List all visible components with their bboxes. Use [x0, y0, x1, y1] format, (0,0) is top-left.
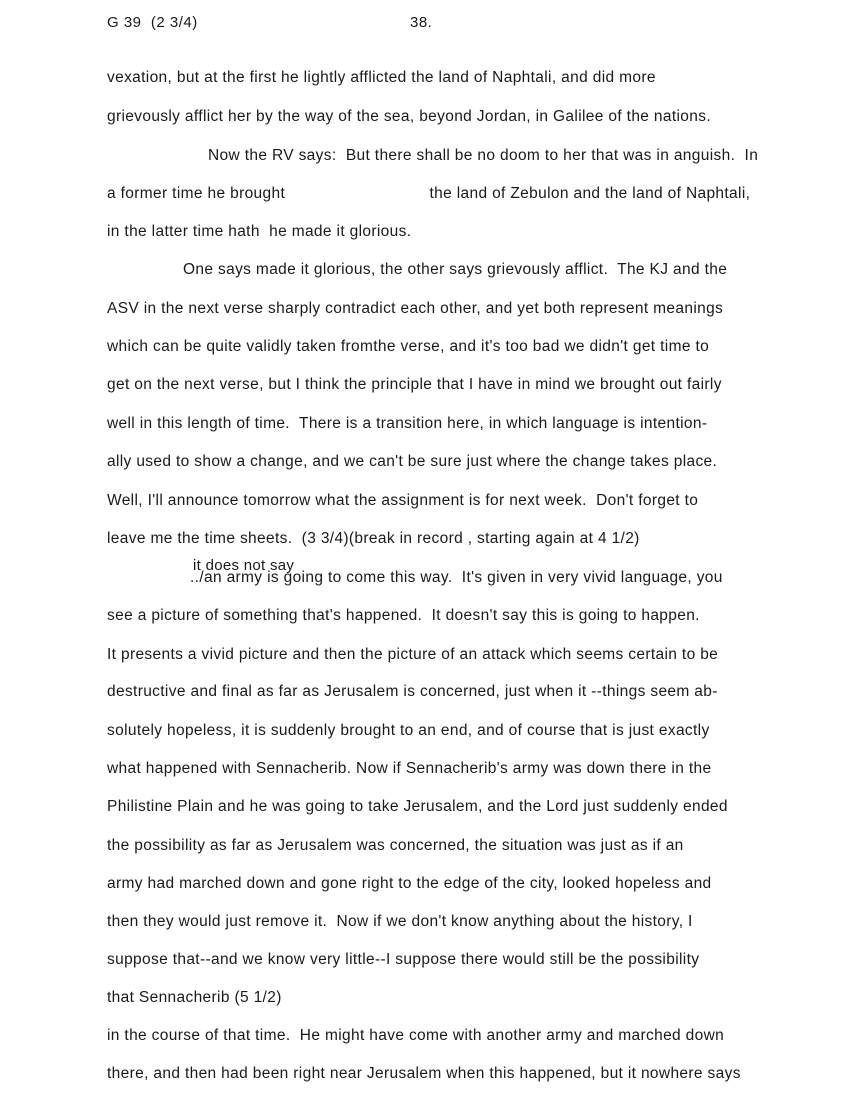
text-line: leave me the time sheets. (3 3/4)(break in record , starting again at 4 1/2): [107, 530, 640, 547]
text-line: vexation, but at the first he lightly afflicted the land of Naphtali, and did more: [107, 69, 656, 86]
text-line: grievously afflict her by the way of the sea, beyond Jordan, in Galilee of the nations.: [107, 108, 712, 125]
page-number: 38.: [410, 14, 433, 31]
text-line: ASV in the next verse sharply contradict each other, and yet both represent meanings: [107, 300, 724, 317]
text-line: there, and then had been right near Jerusalem when this happened, but it nowhere says: [107, 1065, 741, 1082]
text-line: the possibility as far as Jerusalem was concerned, the situation was just as if an: [107, 837, 684, 854]
text-line: army had marched down and gone right to the edge of the city, looked hopeless and: [107, 875, 712, 892]
text-line: see a picture of something that's happened. It doesn't say this is going to happen.: [107, 607, 700, 624]
text-line: which can be quite validly taken fromthe verse, and it's too bad we didn't get time to: [107, 338, 710, 355]
text-line: It presents a vivid picture and then the picture of an attack which seems certain to be: [107, 646, 719, 663]
text-line: ally used to show a change, and we can't be sure just where the change takes place.: [107, 453, 718, 470]
page-header-reference: G 39 (2 3/4): [107, 14, 198, 31]
text-line: solutely hopeless, it is suddenly brought to an end, and of course that is just exactly: [107, 722, 710, 739]
text-line: well in this length of time. There is a transition here, in which language is intention-: [107, 415, 708, 432]
text-line: that Sennacherib (5 1/2): [107, 989, 282, 1006]
text-line: in the course of that time. He might have come with another army and marched down: [107, 1027, 725, 1044]
interlinear-note: it does not say: [193, 557, 295, 574]
text-line: suppose that--and we know very little--I suppose there would still be the possibility: [107, 951, 700, 968]
text-line: in the latter time hath he made it glorious.: [107, 223, 412, 240]
text-line: a former time he brought the land of Zebulon and the land of Naphtali,: [107, 185, 751, 202]
text-line: Well, I'll announce tomorrow what the assignment is for next week. Don't forget to: [107, 492, 699, 509]
text-line: ../an army is going to come this way. It's given in very vivid language, you: [190, 569, 723, 586]
text-line: Philistine Plain and he was going to take Jerusalem, and the Lord just suddenly ended: [107, 798, 728, 815]
text-line: then they would just remove it. Now if we don't know anything about the history, I: [107, 913, 693, 930]
text-line: destructive and final as far as Jerusalem is concerned, just when it --things seem ab-: [107, 683, 718, 700]
text-line: Now the RV says: But there shall be no doom to her that was in anguish. In: [208, 147, 759, 164]
text-line: get on the next verse, but I think the principle that I have in mind we brought out fairly: [107, 376, 722, 393]
text-line: One says made it glorious, the other says grievously afflict. The KJ and the: [183, 261, 728, 278]
text-line: what happened with Sennacherib. Now if Sennacherib's army was down there in the: [107, 760, 712, 777]
